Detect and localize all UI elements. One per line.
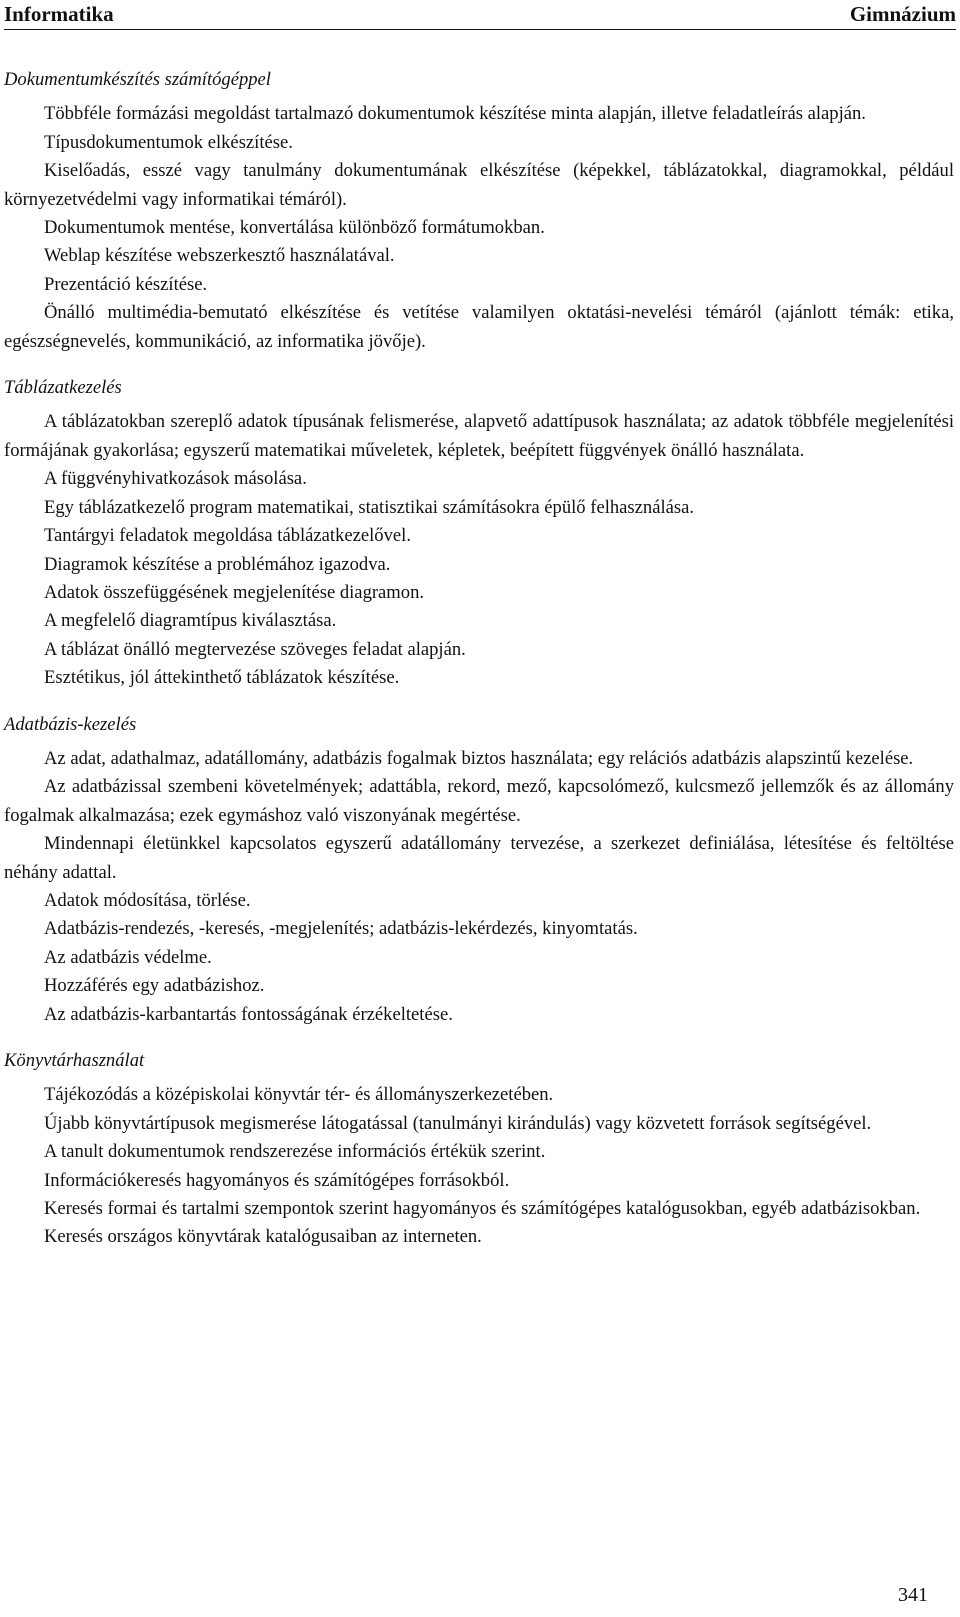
paragraph: Prezentáció készítése. [44,273,208,295]
page-number: 341 [898,1584,928,1606]
paragraph: Kiselőadás, esszé vagy tanulmány dokumentumának elkészítése (képekkel, táblázatokkal, diagramokkal, például környezetvédelmi vagy informatikai témáról). [4,160,954,210]
paragraph: Az adatbázissal szembeni követelmények; adattábla, rekord, mező, kapcsolómező, kulcsmező jellemzők és az állomány fogalmak alkalmazása; ezek egymáshoz való viszonyának megértése. [4,776,954,826]
paragraph: A függvényhivatkozások másolása. [44,468,307,490]
paragraph: Keresés országos könyvtárak katalógusaiban az interneten. [44,1226,482,1248]
paragraph: Tájékozódás a középiskolai könyvtár tér- és állományszerkezetében. [44,1084,554,1106]
paragraph: Dokumentumok mentése, konvertálása különböző formátumokban. [44,217,545,239]
paragraph: Keresés formai és tartalmi szempontok szerint hagyományos és számítógépes katalógusokban, egyéb adatbázisokban. [44,1198,921,1220]
header-school-type: Gimnázium [849,2,956,26]
section-title: Táblázatkezelés [4,377,122,399]
paragraph: Típusdokumentumok elkészítése. [44,131,293,153]
paragraph: Önálló multimédia-bemutató elkészítése és vetítése valamilyen oktatási-nevelési témáról (ajánlott témák: etika, egészségnevelés, kommunikáció, az informatika jövője). [4,302,954,352]
page-header [4,0,956,30]
paragraph: Információkeresés hagyományos és számítógépes forrásokból. [44,1169,510,1191]
section-title: Könyvtárhasználat [4,1050,145,1071]
paragraph: A tanult dokumentumok rendszerezése információs értékük szerint. [44,1141,546,1163]
section-title: Adatbázis-kezelés [4,713,137,735]
paragraph: A megfelelő diagramtípus kiválasztása. [44,610,337,632]
paragraph: Az adat, adathalmaz, adatállomány, adatbázis fogalmak biztos használata; egy relációs adatbázis alapszintű kezelése. [44,747,914,769]
paragraph: Diagramok készítése a problémához igazodva. [44,553,391,575]
section-title: Dokumentumkészítés számítógéppel [4,69,271,90]
section-adatbazis-kezeles [4,711,954,1029]
paragraph: Esztétikus, jól áttekinthető táblázatok készítése. [44,667,400,689]
paragraph: Adatok módosítása, törlése. [44,889,251,911]
paragraph: Többféle formázási megoldást tartalmazó dokumentumok készítése minta alapján, illetve feladatleírás alapján. [44,103,866,125]
header-subject: Informatika [4,2,114,26]
paragraph: A táblázatokban szereplő adatok típusának felismerése, alapvető adattípusok használata; az adatok többféle megjelenítési formájának gyakorlása; egyszerű matematikai műveletek, képletek, beépített függvények önálló használata. [4,411,954,461]
section-dokumentumkeszites [4,66,954,356]
paragraph: Az adatbázis védelme. [44,946,212,968]
paragraph: Az adatbázis-karbantartás fontosságának érzékeltetése. [44,1003,453,1025]
paragraph: Adatbázis-rendezés, -keresés, -megjelenítés; adatbázis-lekérdezés, kinyomtatás. [44,918,638,940]
paragraph: Hozzáférés egy adatbázishoz. [44,975,265,997]
paragraph: A táblázat önálló megtervezése szöveges feladat alapján. [44,638,466,660]
paragraph: Adatok összefüggésének megjelenítése diagramon. [44,581,425,603]
paragraph: Újabb könyvtártípusok megismerése látogatással (tanulmányi kirándulás) vagy közvetett források segítségével. [44,1112,872,1134]
paragraph: Weblap készítése webszerkesztő használatával. [44,245,395,267]
paragraph: Egy táblázatkezelő program matematikai, statisztikai számításokra épülő felhasználása. [44,496,695,518]
document-body [4,66,954,1270]
paragraph: Mindennapi életünkkel kapcsolatos egyszerű adatállomány tervezése, a szerkezet definiálása, létesítése és feltöltése néhány adattal. [4,833,954,883]
paragraph: Tantárgyi feladatok megoldása táblázatkezelővel. [44,525,411,547]
section-konyvtarhasznalat [4,1047,954,1252]
section-tablazatkezeles [4,374,954,692]
